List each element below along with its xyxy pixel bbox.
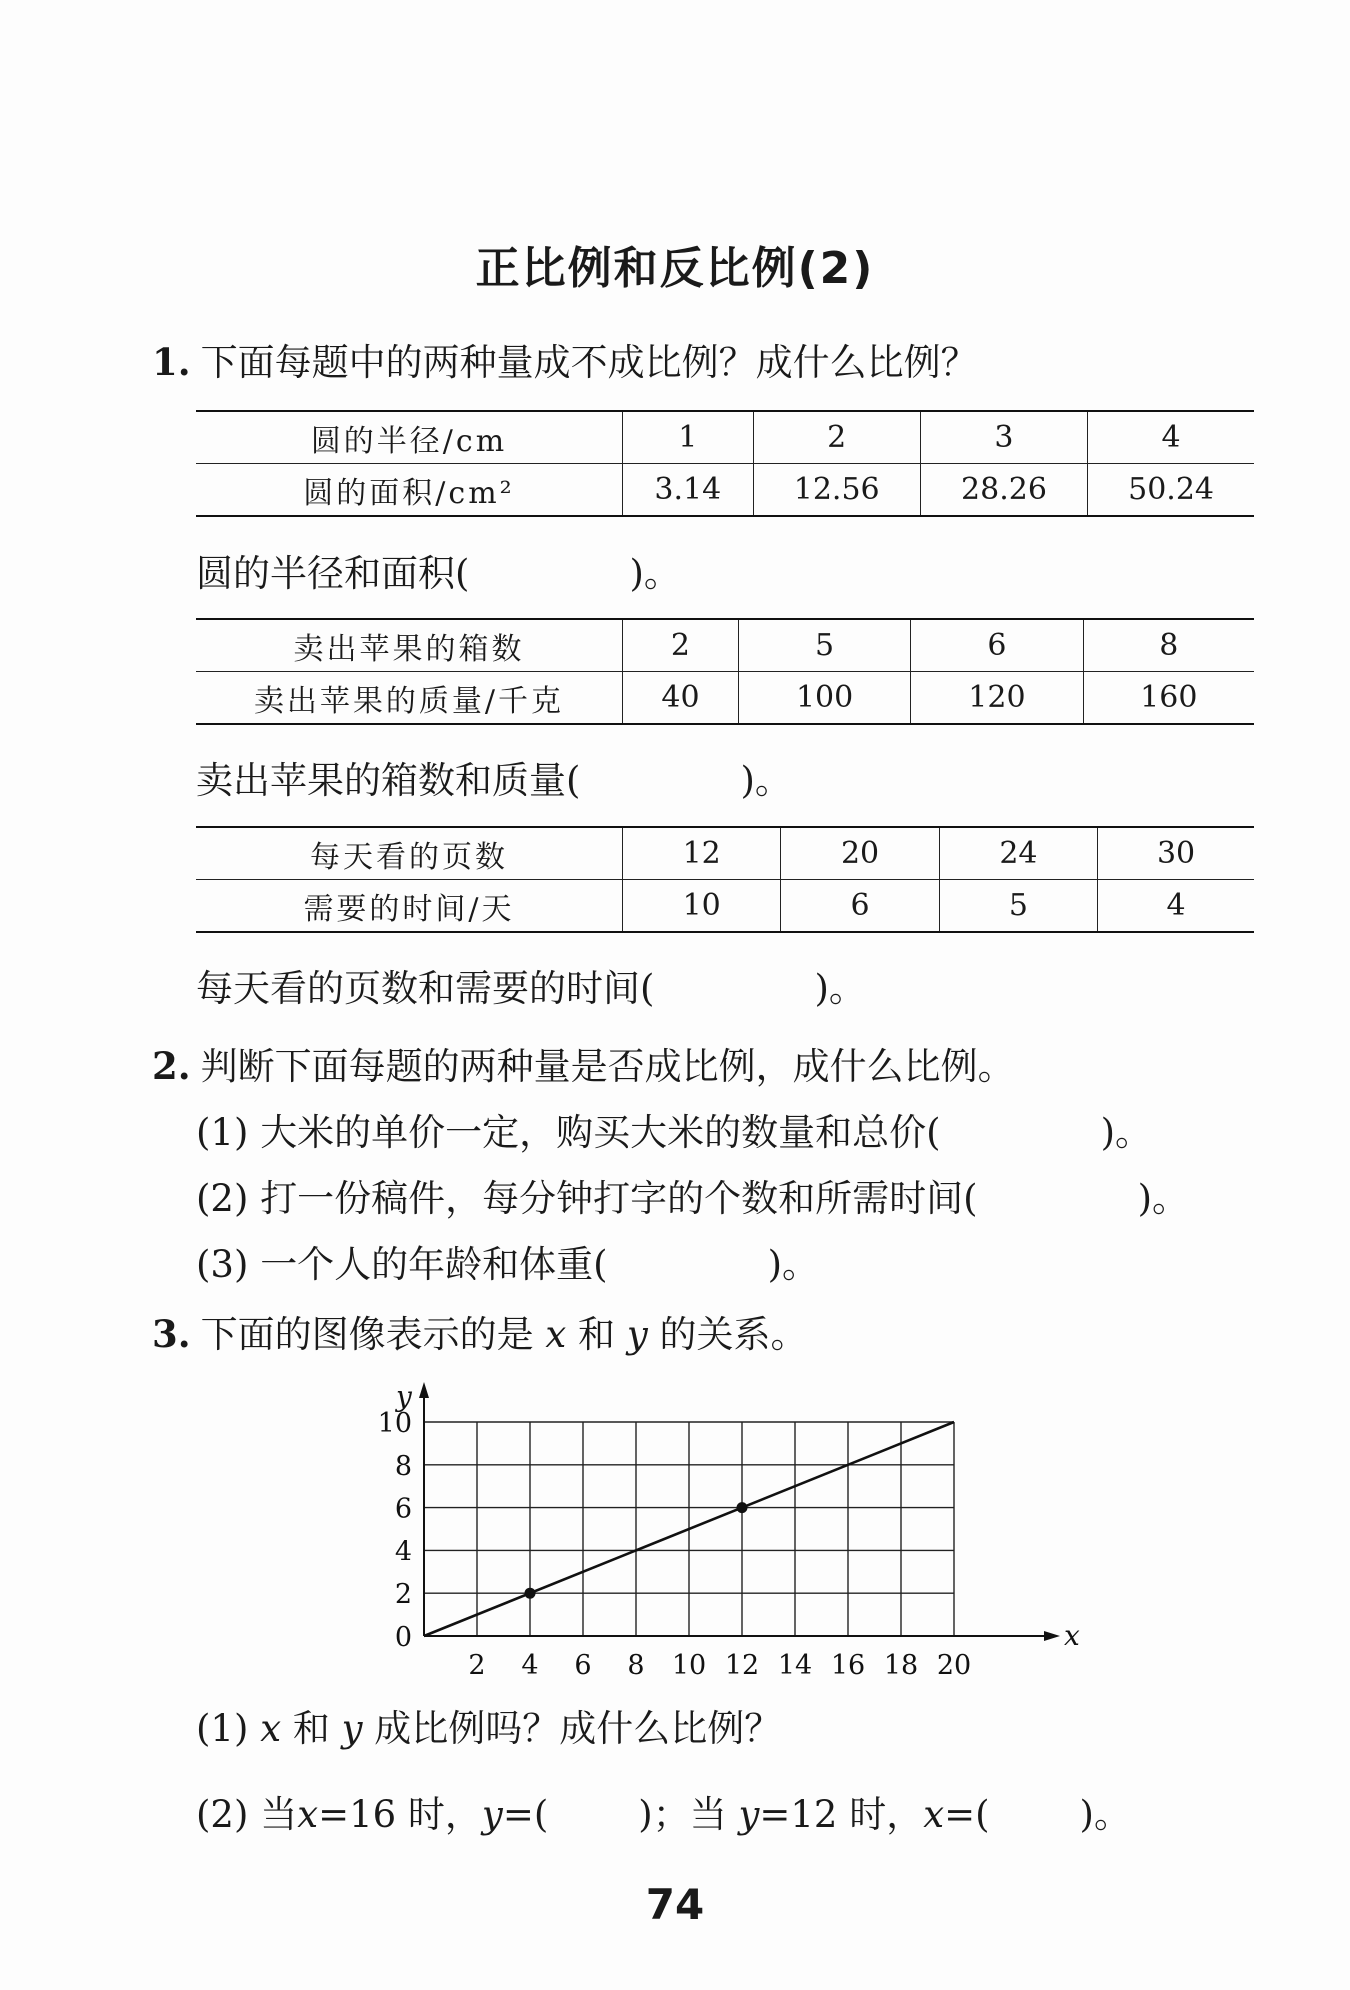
x-tick-label: 16	[830, 1650, 866, 1681]
y-tick-label: 10	[377, 1408, 412, 1439]
question-2-text: 判断下面每题的两种量是否成比例，成什么比例。	[200, 1045, 1015, 1088]
page-title: 正比例和反比例(2)	[475, 243, 875, 294]
question-1-number: 1.	[152, 340, 191, 384]
item-text: 大米的单价一定，购买大米的数量和总价(	[260, 1111, 941, 1154]
question-3-number: 3.	[152, 1312, 191, 1356]
answer-text: 圆的半径和面积(	[196, 552, 470, 595]
question-3-sub-1	[196, 1698, 781, 1752]
x-tick-label: 20	[936, 1650, 972, 1681]
item-label: (1)	[196, 1111, 249, 1154]
row-label: 卖出苹果的质量/千克	[196, 672, 623, 725]
x-tick-label: 18	[883, 1650, 919, 1681]
cell: 2	[753, 411, 920, 464]
cell: 12	[623, 827, 781, 880]
question-1-text: 下面每题中的两种量成不成比例？成什么比例？	[200, 341, 978, 384]
cell: 20	[781, 827, 939, 880]
y-tick-label: 4	[394, 1536, 412, 1568]
y-tick-label: 0	[394, 1622, 412, 1653]
y-axis-arrow	[419, 1382, 429, 1398]
cell: 40	[623, 672, 739, 725]
answer-text: 每天看的页数和需要的时间(	[196, 967, 655, 1010]
cell: 30	[1098, 827, 1254, 880]
var-x: x	[923, 1793, 945, 1836]
cell: 120	[911, 672, 1083, 725]
data-point	[525, 1588, 536, 1599]
x-tick-label: 6	[574, 1650, 592, 1681]
row-label: 卖出苹果的箱数	[196, 619, 623, 672]
cell: 12.56	[753, 464, 920, 517]
var-y: y	[626, 1313, 648, 1356]
x-axis-arrow	[1044, 1631, 1060, 1641]
y-tick-label: 6	[394, 1493, 412, 1525]
item-text: =(	[944, 1793, 990, 1836]
cell: 3.14	[623, 464, 754, 517]
item-text: 当	[260, 1793, 298, 1836]
item-text: =(	[502, 1793, 549, 1836]
y-axis-label: y	[396, 1380, 412, 1413]
item-close: )。	[767, 1243, 820, 1286]
cell: 6	[781, 880, 939, 933]
row-label: 圆的面积/cm²	[196, 464, 623, 517]
item-text: =16 时，	[318, 1793, 482, 1836]
var-x: x	[545, 1313, 567, 1356]
cell: 24	[939, 827, 1097, 880]
question-3-text-b: 和	[578, 1313, 616, 1356]
x-tick-label: 4	[521, 1650, 539, 1681]
cell: 8	[1083, 619, 1254, 672]
item-close: )。	[1079, 1793, 1131, 1836]
cell: 50.24	[1088, 464, 1254, 517]
cell: 4	[1088, 411, 1254, 464]
var-x: x	[260, 1707, 282, 1750]
item-text: 一个人的年龄和体重(	[260, 1243, 608, 1286]
question-3-text-c: 的关系。	[659, 1313, 808, 1356]
item-label: (3)	[196, 1243, 249, 1286]
var-x: x	[297, 1793, 319, 1836]
answer-close: )。	[740, 759, 792, 802]
row-label: 圆的半径/cm	[196, 411, 623, 464]
cell: 1	[623, 411, 754, 464]
row-label: 需要的时间/天	[196, 880, 623, 933]
item-label: (2)	[196, 1177, 249, 1220]
cell: 28.26	[920, 464, 1087, 517]
answer-text: 卖出苹果的箱数和质量(	[196, 759, 581, 802]
cell: 100	[738, 672, 910, 725]
row-label: 每天看的页数	[196, 827, 623, 880]
x-tick-label: 10	[671, 1650, 707, 1681]
answer-close: )。	[814, 967, 866, 1010]
item-text: 成比例吗？成什么比例？	[374, 1707, 782, 1750]
var-y: y	[341, 1707, 363, 1750]
cell: 5	[738, 619, 910, 672]
page-number: 74	[645, 1880, 705, 1929]
cell: 6	[911, 619, 1083, 672]
x-tick-label: 8	[627, 1650, 645, 1681]
cell: 3	[920, 411, 1087, 464]
item-text: 打一份稿件，每分钟打字的个数和所需时间(	[260, 1177, 978, 1220]
x-axis-label: x	[1064, 1619, 1080, 1652]
y-tick-label: 8	[394, 1450, 412, 1482]
x-tick-label: 14	[777, 1650, 813, 1681]
question-3-sub-2	[196, 1784, 1131, 1838]
cell: 5	[939, 880, 1097, 933]
cell: 160	[1083, 672, 1254, 725]
var-y: y	[481, 1793, 503, 1836]
item-label: (1)	[196, 1707, 249, 1750]
item-text: 和	[292, 1707, 330, 1750]
x-tick-label: 2	[468, 1650, 486, 1681]
question-2-number: 2.	[152, 1044, 191, 1088]
answer-close: )。	[629, 552, 681, 595]
question-3-text-a: 下面的图像表示的是	[200, 1313, 534, 1356]
item-text: )；当	[638, 1793, 727, 1836]
cell: 4	[1098, 880, 1254, 933]
item-text: =12 时，	[759, 1793, 924, 1836]
y-tick-label: 2	[394, 1579, 412, 1611]
item-close: )。	[1137, 1177, 1190, 1220]
cell: 10	[623, 880, 781, 933]
item-close: )。	[1100, 1111, 1153, 1154]
var-y: y	[738, 1793, 760, 1836]
data-point	[737, 1502, 748, 1513]
x-tick-label: 12	[724, 1650, 760, 1681]
item-label: (2)	[196, 1793, 249, 1836]
cell: 2	[623, 619, 739, 672]
